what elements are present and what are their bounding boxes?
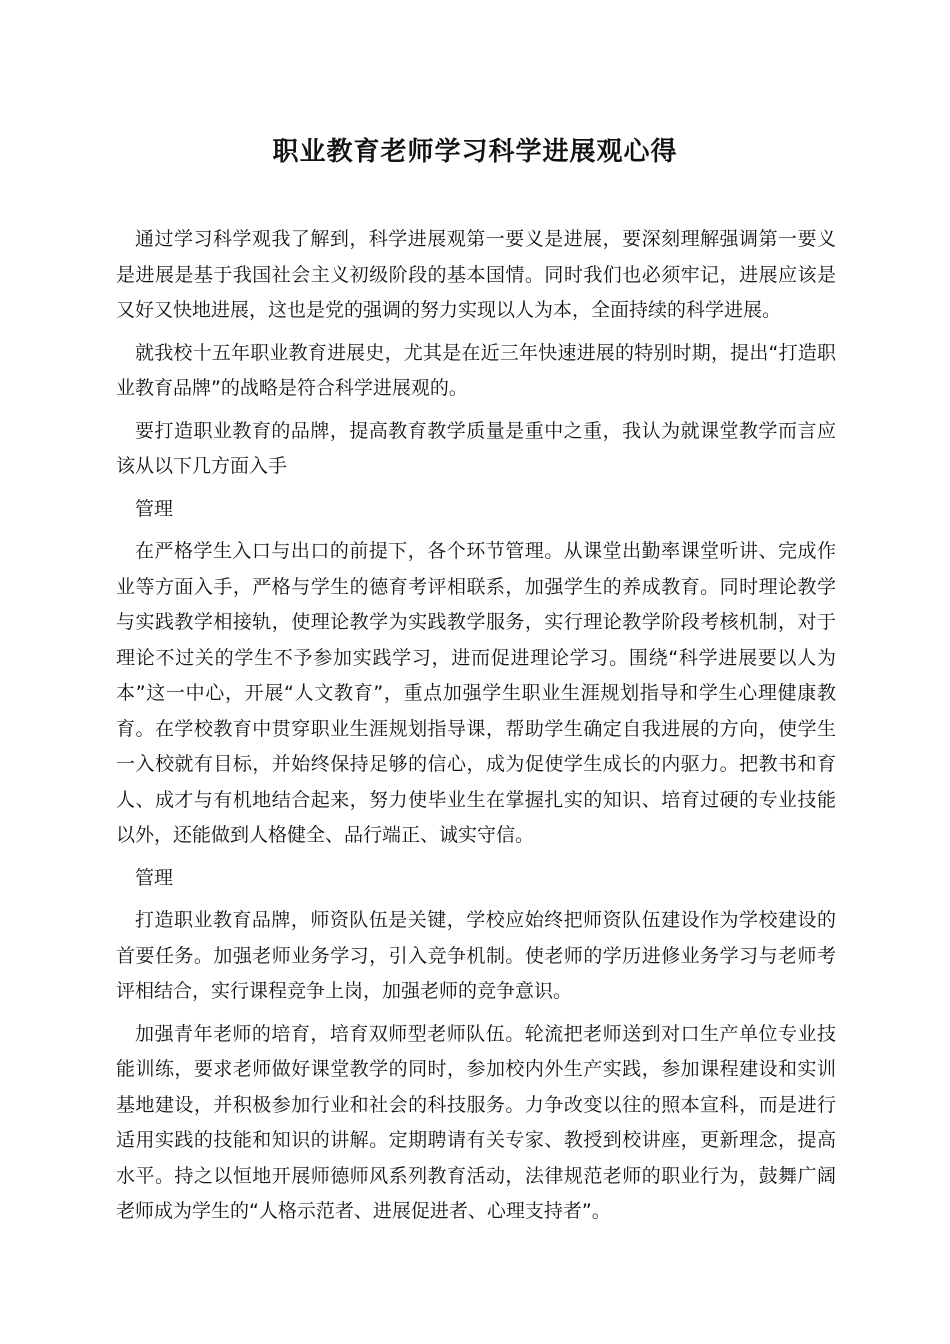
paragraph-student-management: 在严格学生入口与出口的前提下，各个环节管理。从课堂出勤率课堂听讲、完成作业等方面入手，严格与学生的德育考评相联系，加强学生的养成教育。同时理论教学与实践教学相接轨，使理论教学为实践教学服务，实行理论教学阶段考核机制，对于理论不过关的学生不予参加实践学习，进而促进理论学习。围绕“科学进展要以人为本”这一中心，开展“人文教育”，重点加强学生职业生涯规划指导和学生心理健康教育。在学校教育中贯穿职业生涯规划指导课，帮助学生确定自我进展的方向，使学生一入校就有目标，并始终保持足够的信心，成为促使学生成长的内驱力。把教书和育人、成才与有机地结合起来，努力使毕业生在掌握扎实的知识、培育过硬的专业技能以外，还能做到人格健全、品行端正、诚实守信。 bbox=[116, 540, 836, 846]
paragraph-brand-quality: 要打造职业教育的品牌，提高教育教学质量是重中之重，我认为就课堂教学而言应该从以下几方面入手 bbox=[116, 419, 836, 477]
paragraph-intro: 通过学习科学观我了解到，科学进展观第一要义是进展，要深刻理解强调第一要义是进展是基于我国社会主义初级阶段的基本国情。同时我们也必须牢记，进展应该是又好又快地进展，这也是党的强调的努力实现以人为本，全面持续的科学进展。 bbox=[116, 228, 836, 321]
paragraph-young-teachers: 加强青年老师的培育，培育双师型老师队伍。轮流把老师送到对口生产单位专业技能训练，要求老师做好课堂教学的同时，参加校内外生产实践，参加课程建设和实训基地建设，并积极参加行业和社会的科技服务。力争改变以往的照本宣科，而是进行适用实践的技能和知识的讲解。定期聘请有关专家、教授到校讲座，更新理念，提高水平。持之以恒地开展师德师风系列教育活动，法律规范老师的职业行为，鼓舞广阔老师成为学生的“人格示范者、进展促进者、心理支持者”。 bbox=[116, 1022, 836, 1222]
section-heading-management-2: 管理 bbox=[135, 866, 174, 889]
paragraph-teacher-team: 打造职业教育品牌，师资队伍是关键，学校应始终把师资队伍建设作为学校建设的首要任务。加强老师业务学习，引入竞争机制。使老师的学历进修业务学习与老师考评相结合，实行课程竞争上岗，加强老师的竞争意识。 bbox=[116, 909, 836, 1002]
section-heading-management-1: 管理 bbox=[135, 497, 174, 520]
paragraph-school-history: 就我校十五年职业教育进展史，尤其是在近三年快速进展的特别时期，提出“打造职业教育品牌”的战略是符合科学进展观的。 bbox=[116, 341, 836, 399]
document-body bbox=[116, 222, 836, 1237]
document-title: 职业教育老师学习科学进展观心得 bbox=[272, 137, 678, 167]
